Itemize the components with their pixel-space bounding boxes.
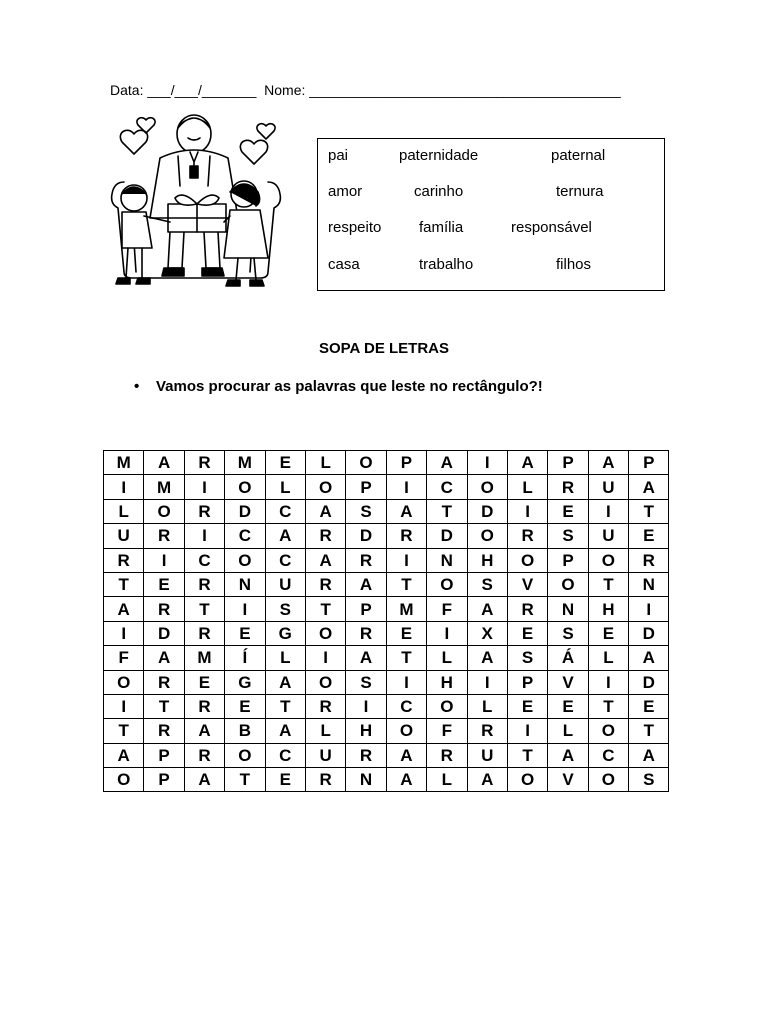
grid-cell[interactable]: N [629,572,669,596]
grid-cell[interactable]: A [104,597,144,621]
grid-cell[interactable]: D [346,524,386,548]
grid-cell[interactable]: R [386,524,426,548]
grid-cell[interactable]: C [184,548,224,572]
grid-cell[interactable]: T [588,694,628,718]
grid-cell[interactable]: N [548,597,588,621]
word-familia: família [419,219,464,236]
grid-cell[interactable]: A [305,499,345,523]
grid-cell[interactable]: L [507,475,547,499]
grid-cell[interactable]: P [629,451,669,475]
grid-cell[interactable]: I [467,451,507,475]
grid-row [104,451,669,475]
word-amor: amor [328,183,363,200]
grid-cell[interactable]: C [386,694,426,718]
grid-cell[interactable]: E [629,694,669,718]
grid-cell[interactable]: E [265,451,305,475]
grid-cell[interactable]: T [386,646,426,670]
grid-cell[interactable]: A [346,646,386,670]
grid-cell[interactable]: C [265,743,305,767]
grid-cell[interactable]: O [225,743,265,767]
grid-cell[interactable]: Á [548,646,588,670]
grid-cell[interactable]: O [548,572,588,596]
grid-cell[interactable]: N [346,768,386,792]
grid-row [104,597,669,621]
grid-cell[interactable]: X [467,621,507,645]
grid-cell[interactable]: P [144,743,184,767]
grid-cell[interactable]: O [305,670,345,694]
grid-cell[interactable]: I [184,475,224,499]
grid-cell[interactable]: R [427,743,467,767]
grid-cell[interactable]: F [104,646,144,670]
grid-row [104,548,669,572]
grid-cell[interactable]: P [507,670,547,694]
grid-cell[interactable]: A [467,646,507,670]
grid-cell[interactable]: R [184,451,224,475]
grid-cell[interactable]: A [305,548,345,572]
date-blank[interactable]: ___/___/_______ [147,82,257,98]
grid-cell[interactable]: O [225,548,265,572]
grid-row [104,475,669,499]
word-filhos: filhos [556,256,592,273]
grid-cell[interactable]: R [548,475,588,499]
grid-cell[interactable]: O [386,719,426,743]
grid-cell[interactable]: I [629,597,669,621]
grid-cell[interactable]: A [346,572,386,596]
grid-row [104,719,669,743]
grid-cell[interactable]: C [588,743,628,767]
grid-cell[interactable]: A [588,451,628,475]
grid-cell[interactable]: O [588,548,628,572]
grid-cell[interactable]: I [104,694,144,718]
grid-cell[interactable]: T [104,719,144,743]
grid-cell[interactable]: T [588,572,628,596]
grid-row [104,524,669,548]
bullet-icon: • [134,378,140,395]
grid-cell[interactable]: N [427,548,467,572]
grid-cell[interactable]: S [346,670,386,694]
grid-cell[interactable]: P [346,475,386,499]
grid-cell[interactable]: R [346,621,386,645]
grid-cell[interactable]: I [588,499,628,523]
name-blank[interactable]: ________________________________________ [309,82,621,98]
grid-cell[interactable]: I [386,475,426,499]
grid-cell[interactable]: A [144,646,184,670]
grid-cell[interactable]: T [507,743,547,767]
grid-cell[interactable]: L [427,768,467,792]
grid-cell[interactable]: L [104,499,144,523]
grid-cell[interactable]: O [346,451,386,475]
grid-cell[interactable]: T [104,572,144,596]
grid-cell[interactable]: R [144,719,184,743]
grid-cell[interactable]: A [629,646,669,670]
grid-cell[interactable]: R [144,597,184,621]
grid-cell[interactable]: R [305,768,345,792]
grid-cell[interactable]: O [104,670,144,694]
grid-cell[interactable]: O [104,768,144,792]
grid-cell[interactable]: I [588,670,628,694]
grid-cell[interactable]: U [305,743,345,767]
grid-cell[interactable]: E [629,524,669,548]
grid-cell[interactable]: E [548,499,588,523]
grid-cell[interactable]: I [346,694,386,718]
grid-cell[interactable]: M [184,646,224,670]
grid-cell[interactable]: O [588,719,628,743]
grid-cell[interactable]: I [144,548,184,572]
grid-cell[interactable]: A [144,451,184,475]
grid-cell[interactable]: C [427,475,467,499]
grid-cell[interactable]: R [507,597,547,621]
grid-cell[interactable]: P [346,597,386,621]
grid-cell[interactable]: U [265,572,305,596]
grid-cell[interactable]: R [184,499,224,523]
grid-cell[interactable]: A [629,475,669,499]
name-label: Nome: [264,82,306,98]
grid-cell[interactable]: R [144,670,184,694]
grid-row [104,768,669,792]
grid-cell[interactable]: I [507,499,547,523]
grid-cell[interactable]: E [265,768,305,792]
grid-cell[interactable]: Í [225,646,265,670]
grid-cell[interactable]: R [305,524,345,548]
grid-cell[interactable]: A [265,524,305,548]
grid-cell[interactable]: U [588,524,628,548]
grid-cell[interactable]: H [346,719,386,743]
grid-cell[interactable]: O [467,524,507,548]
word-responsavel: responsável [511,219,592,236]
grid-row [104,694,669,718]
page-title [0,340,768,357]
grid-cell[interactable]: R [507,524,547,548]
grid-cell[interactable]: E [225,694,265,718]
grid-cell[interactable]: O [467,475,507,499]
grid-row [104,572,669,596]
grid-cell[interactable]: C [225,524,265,548]
grid-cell[interactable]: T [265,694,305,718]
grid-cell[interactable]: F [427,597,467,621]
grid-cell[interactable]: O [305,621,345,645]
grid-cell[interactable]: A [629,743,669,767]
grid-cell[interactable]: D [629,621,669,645]
grid-cell[interactable]: L [305,451,345,475]
grid-cell[interactable]: C [265,548,305,572]
grid-cell[interactable]: U [104,524,144,548]
word-search-grid [103,450,669,792]
instruction-text: Vamos procurar as palavras que leste no rectângulo?! [156,378,543,395]
grid-cell[interactable]: N [225,572,265,596]
grid-cell[interactable]: V [548,768,588,792]
grid-cell[interactable]: S [548,621,588,645]
grid-cell[interactable]: U [588,475,628,499]
grid-cell[interactable]: R [184,572,224,596]
father-children-gift-illustration-icon [104,112,284,294]
grid-cell[interactable]: D [427,524,467,548]
grid-cell[interactable]: F [427,719,467,743]
grid-row [104,621,669,645]
grid-cell[interactable]: S [467,572,507,596]
grid-cell[interactable]: H [588,597,628,621]
grid-cell[interactable]: S [507,646,547,670]
grid-cell[interactable]: D [467,499,507,523]
grid-cell[interactable]: P [548,451,588,475]
grid-cell[interactable]: I [225,597,265,621]
grid-cell[interactable]: R [467,719,507,743]
grid-cell[interactable]: O [507,548,547,572]
grid-cell[interactable]: A [265,719,305,743]
grid-cell[interactable]: S [346,499,386,523]
grid-cell[interactable]: E [588,621,628,645]
grid-cell[interactable]: L [427,646,467,670]
grid-cell[interactable]: I [467,670,507,694]
title-text: SOPA DE LETRAS [318,340,449,357]
grid-cell[interactable]: S [629,768,669,792]
grid-cell[interactable]: L [265,475,305,499]
grid-cell[interactable]: M [144,475,184,499]
grid-cell[interactable]: I [104,475,144,499]
grid-cell[interactable]: M [104,451,144,475]
grid-cell[interactable]: V [507,572,547,596]
date-label: Data: [110,82,144,98]
grid-cell[interactable]: O [305,475,345,499]
grid-cell[interactable]: A [548,743,588,767]
grid-cell[interactable]: U [467,743,507,767]
grid-cell[interactable]: E [184,670,224,694]
grid-cell[interactable]: G [265,621,305,645]
grid-cell[interactable]: V [548,670,588,694]
grid-cell[interactable]: C [265,499,305,523]
grid-cell[interactable]: R [346,548,386,572]
grid-cell[interactable]: R [346,743,386,767]
grid-cell[interactable]: A [467,597,507,621]
grid-cell[interactable]: D [629,670,669,694]
grid-row [104,670,669,694]
grid-cell[interactable]: T [629,499,669,523]
grid-cell[interactable]: L [588,646,628,670]
grid-cell[interactable]: A [386,499,426,523]
grid-cell[interactable]: G [225,670,265,694]
grid-cell[interactable]: E [507,621,547,645]
word-list-box [317,138,665,291]
grid-cell[interactable]: R [184,694,224,718]
grid-cell[interactable]: O [144,499,184,523]
grid-cell[interactable]: I [507,719,547,743]
word-carinho: carinho [414,183,464,200]
grid-cell[interactable]: R [184,743,224,767]
grid-cell[interactable]: M [225,451,265,475]
grid-cell[interactable]: P [548,548,588,572]
grid-cell[interactable]: E [507,694,547,718]
grid-cell[interactable]: I [184,524,224,548]
grid-cell[interactable]: T [225,768,265,792]
grid-cell[interactable]: I [104,621,144,645]
word-paternidade: paternidade [399,147,479,164]
grid-cell[interactable]: L [305,719,345,743]
word-pai: pai [328,147,349,164]
word-respeito: respeito [328,219,382,236]
grid-cell[interactable]: O [225,475,265,499]
word-paternal: paternal [551,147,606,164]
grid-cell[interactable]: T [184,597,224,621]
grid-cell[interactable]: S [548,524,588,548]
grid-cell[interactable]: T [386,572,426,596]
grid-row [104,743,669,767]
grid-cell[interactable]: O [427,694,467,718]
grid-cell[interactable]: L [467,694,507,718]
grid-cell[interactable]: I [305,646,345,670]
grid-cell[interactable]: T [629,719,669,743]
grid-cell[interactable]: H [467,548,507,572]
grid-cell[interactable]: A [386,768,426,792]
grid-cell[interactable]: A [467,768,507,792]
grid-cell[interactable]: E [548,694,588,718]
grid-cell[interactable]: L [265,646,305,670]
grid-cell[interactable]: A [265,670,305,694]
grid-cell[interactable]: R [305,572,345,596]
grid-cell[interactable]: A [386,743,426,767]
grid-cell[interactable]: E [225,621,265,645]
grid-cell[interactable]: D [144,621,184,645]
header-line [110,82,621,98]
word-casa: casa [328,256,360,273]
grid-cell[interactable]: R [305,694,345,718]
word-trabalho: trabalho [419,256,474,273]
grid-cell[interactable]: E [386,621,426,645]
grid-cell[interactable]: A [184,768,224,792]
grid-cell[interactable]: M [386,597,426,621]
grid-cell[interactable]: L [548,719,588,743]
grid-cell[interactable]: O [507,768,547,792]
grid-cell[interactable]: B [225,719,265,743]
grid-cell[interactable]: R [144,524,184,548]
grid-cell[interactable]: A [507,451,547,475]
grid-cell[interactable]: O [427,572,467,596]
grid-cell[interactable]: D [225,499,265,523]
grid-cell[interactable]: S [265,597,305,621]
grid-cell[interactable]: I [386,548,426,572]
word-ternura: ternura [556,183,604,200]
grid-cell[interactable]: P [386,451,426,475]
grid-cell[interactable]: T [305,597,345,621]
grid-cell[interactable]: O [588,768,628,792]
grid-cell[interactable]: T [427,499,467,523]
grid-cell[interactable]: T [144,694,184,718]
grid-cell[interactable]: R [104,548,144,572]
grid-cell[interactable]: H [427,670,467,694]
grid-cell[interactable]: P [144,768,184,792]
grid-cell[interactable]: A [184,719,224,743]
grid-cell[interactable]: I [427,621,467,645]
grid-cell[interactable]: R [629,548,669,572]
grid-row [104,499,669,523]
grid-row [104,646,669,670]
grid-cell[interactable]: R [184,621,224,645]
grid-cell[interactable]: I [386,670,426,694]
grid-cell[interactable]: E [144,572,184,596]
grid-cell[interactable]: A [427,451,467,475]
grid-cell[interactable]: A [104,743,144,767]
